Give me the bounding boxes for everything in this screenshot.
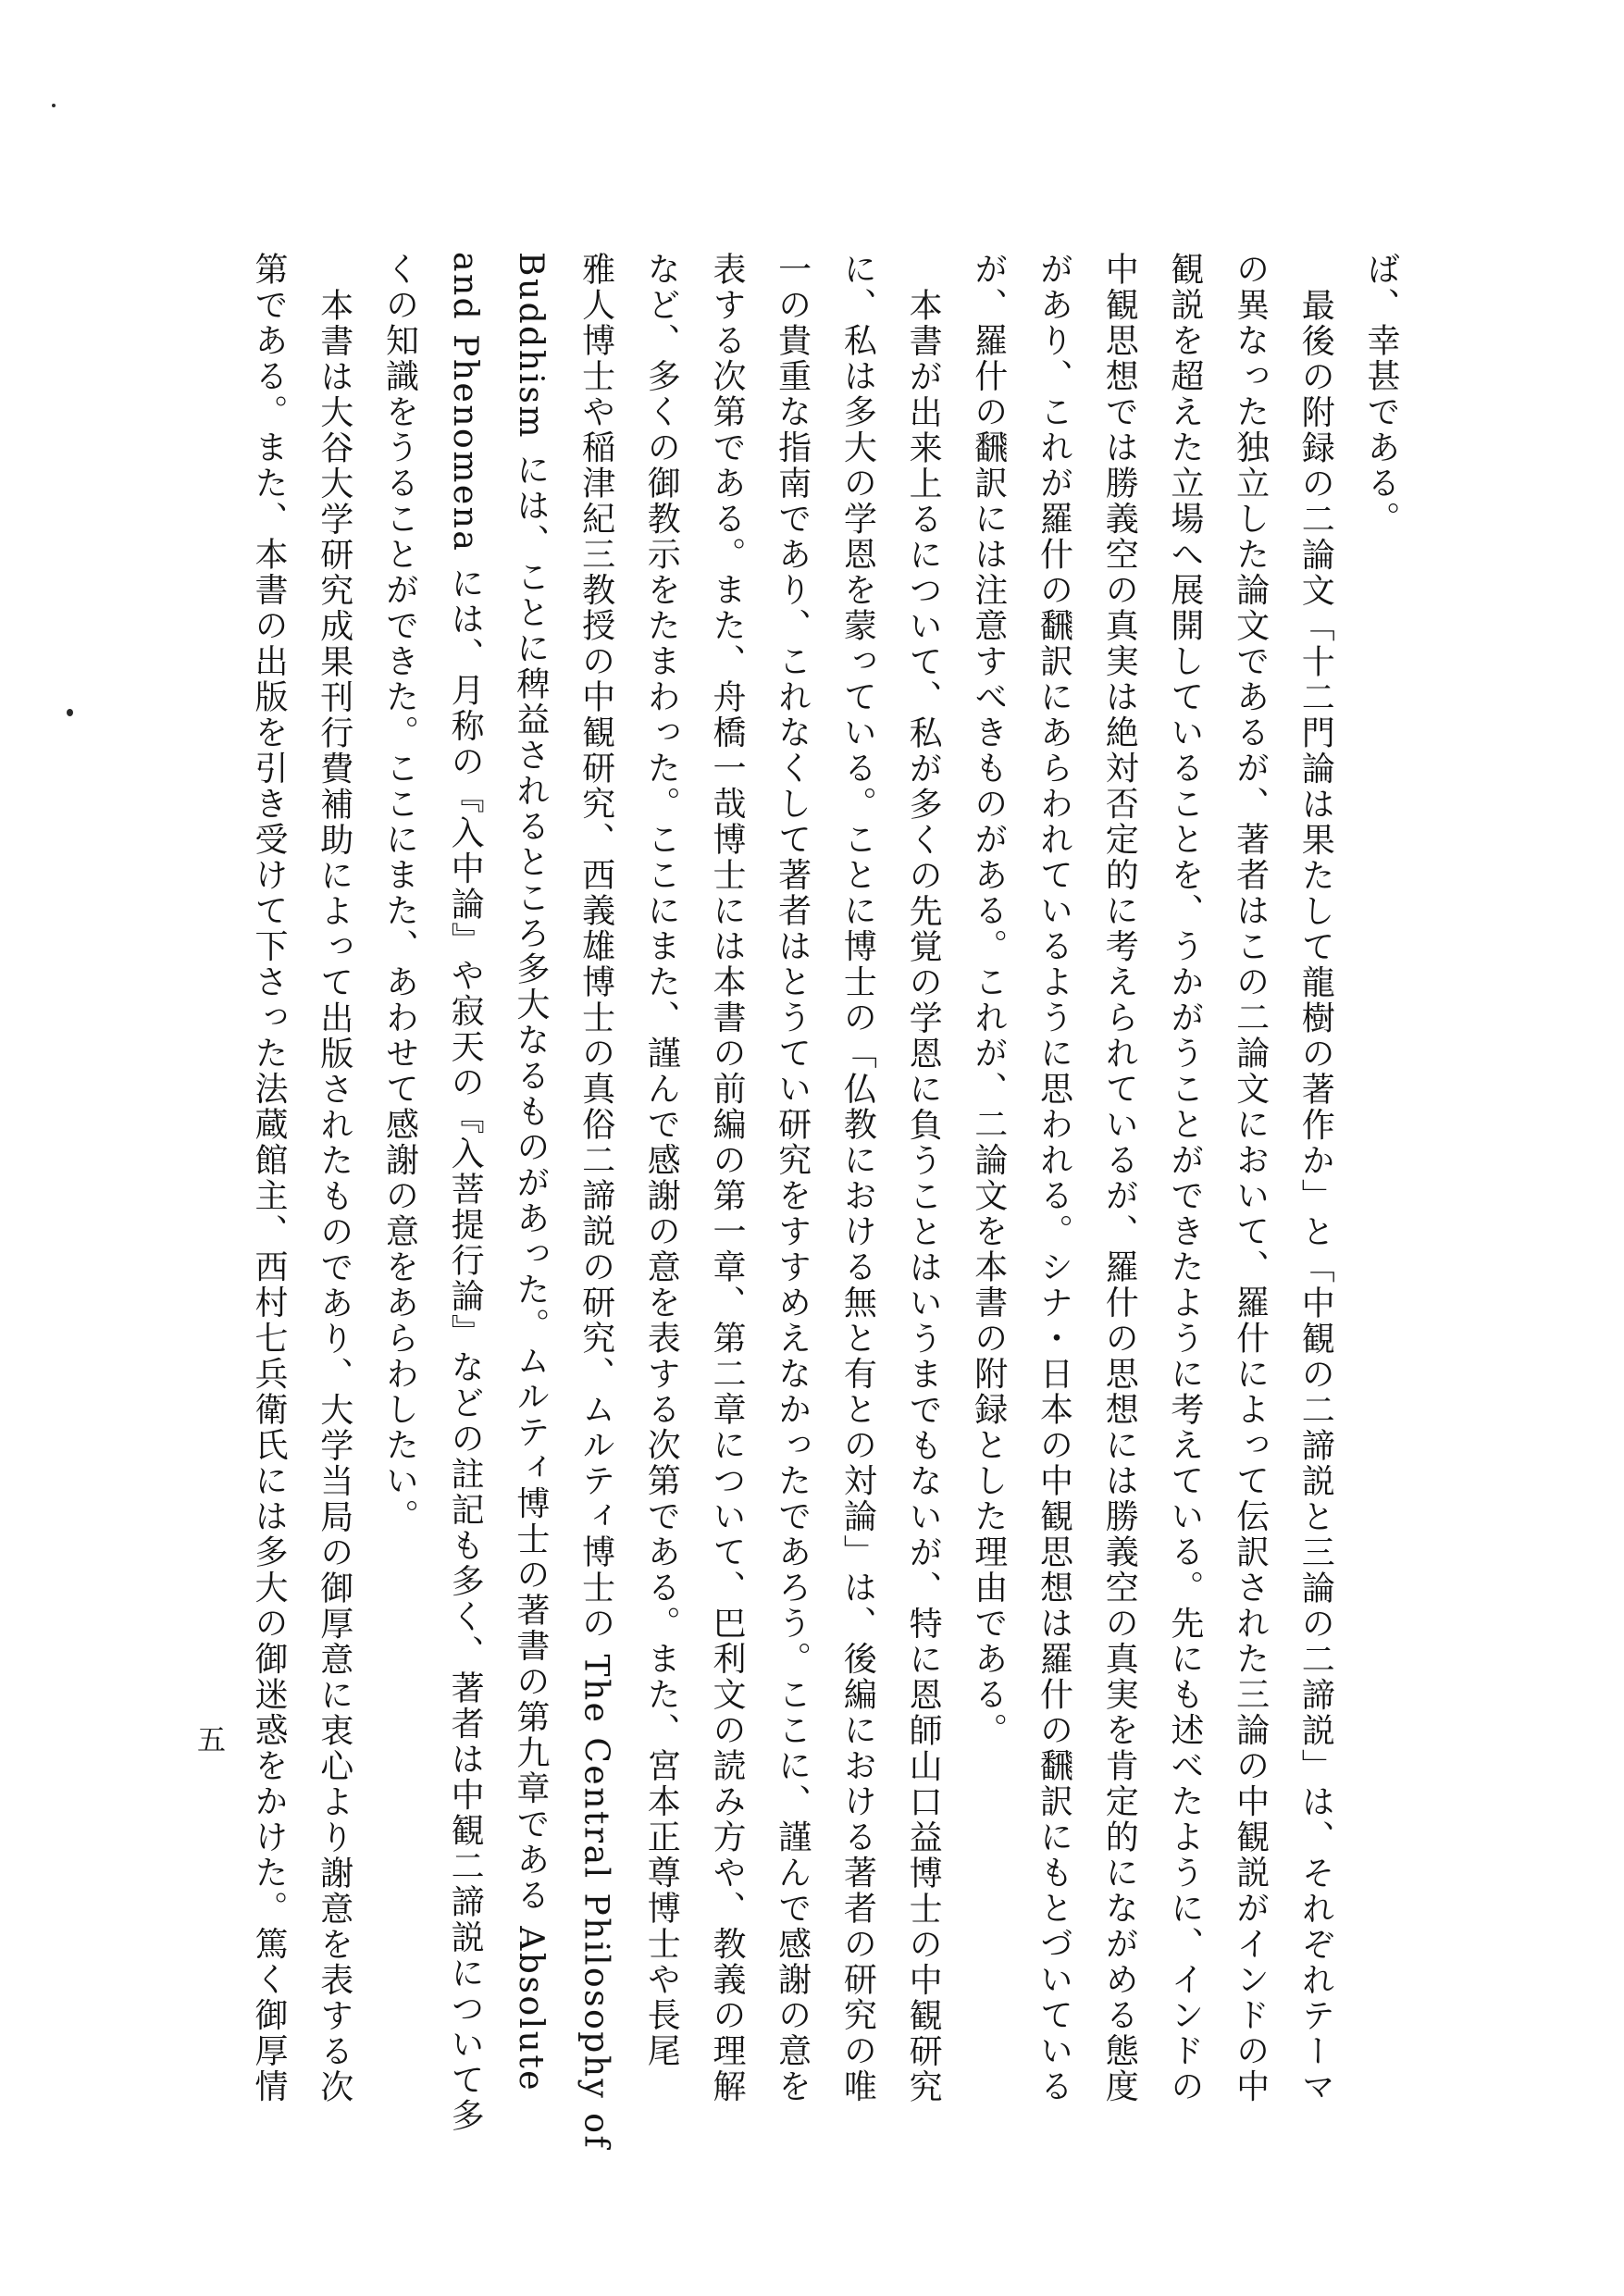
text-column-02: 最後の附録の二論文「十二門論は果たして龍樹の著作か」と「中観の二諦説と三論の二諦説」は、それぞれテーマ: [1296, 287, 1335, 2104]
folio-page-number: 五: [197, 1724, 226, 1757]
scan-speck: [67, 709, 73, 716]
text-column-18: 第である。また、本書の出版を引き受けて下さった法蔵館主、西村七兵衛氏には多大の御迷惑をかけた。篤く御厚情: [250, 252, 289, 2104]
text-column-04: 観説を超えた立場へ展開していることを、うかがうことができたように考えている。先にも述べたように、インドの: [1165, 252, 1204, 2104]
text-column-05: 中観思想では勝義空の真実は絶対否定的に考えられているが、羅什の思想には勝義空の真実を肯定的にながめる態度: [1100, 252, 1139, 2104]
text-column-08: 本書が出来上るについて、私が多くの先覚の学恩に負うことはいうまでもないが、特に恩師山口益博士の中観研究: [904, 287, 943, 2104]
text-column-06: があり、これが羅什の飜訳にあらわれているように思われる。シナ・日本の中観思想は羅什の飜訳にもとづいている: [1035, 252, 1073, 2104]
page-text-block: [233, 252, 1413, 2151]
text-column-13: 雅人博士や稲津紀三教授の中観研究、西義雄博士の真俗二諦説の研究、ムルティ博士の The Central Philosophy of: [576, 252, 615, 2151]
text-column-17: 本書は大谷大学研究成果刊行費補助によって出版されたものであり、大学当局の御厚意に衷心より謝意を表する次: [315, 287, 353, 2104]
text-column-15: and Phenomena には、月称の『入中論』や寂天の『入菩提行論』などの註記も多く、著者は中観二諦説について多: [446, 252, 485, 2134]
text-column-12: など、多くの御教示をたまわった。ここにまた、謹んで感謝の意を表する次第である。また、宮本正尊博士や長尾: [642, 252, 681, 2069]
text-column-07: が、羅什の飜訳には注意すべきものがある。これが、二論文を本書の附録とした理由である。: [969, 252, 1008, 1748]
text-column-11: 表する次第である。また、舟橋一哉博士には本書の前編の第一章、第二章について、巴利文の読み方や、教義の理解: [707, 252, 746, 2104]
text-column-10: 一の貴重な指南であり、これなくして著者はとうてい研究をすすめえなかったであろう。ここに、謹んで感謝の意を: [773, 252, 812, 2104]
text-column-03: の異なった独立した論文であるが、著者はこの二論文において、羅什によって伝訳された三論の中観説がインドの中: [1231, 252, 1270, 2104]
text-column-14: Buddhism には、ことに稗益されるところ多大なるものがあった。ムルティ博士の著書の第九章である Absolute: [511, 252, 550, 2093]
text-column-09: に、私は多大の学恩を蒙っている。ことに博士の「仏教における無と有との対論」は、後編における著者の研究の唯: [838, 252, 877, 2104]
text-column-16: くの知識をうることができた。ここにまた、あわせて感謝の意をあらわしたい。: [380, 252, 419, 1534]
text-column-01: ば、幸甚である。: [1362, 252, 1400, 537]
scan-speck: [52, 104, 56, 107]
